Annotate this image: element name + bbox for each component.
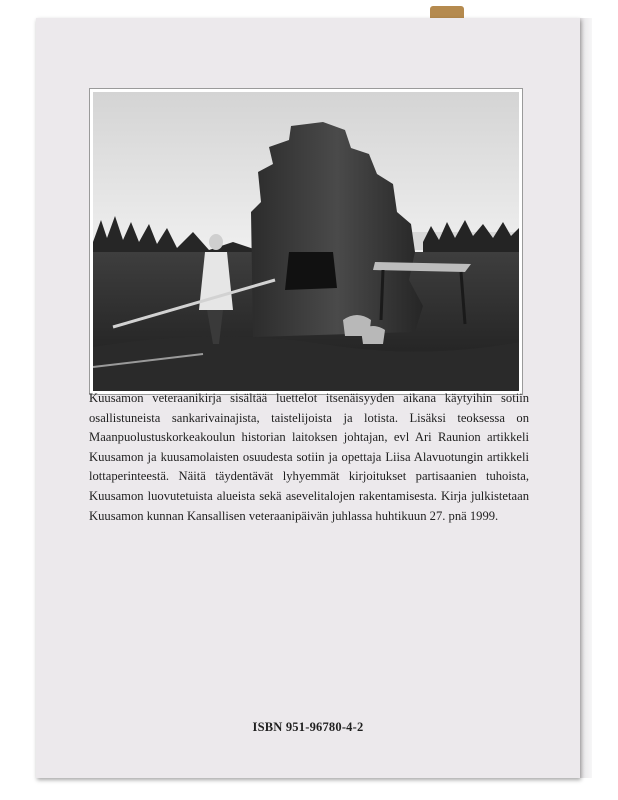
isbn-number: ISBN 951-96780-4-2 <box>252 720 364 734</box>
back-cover-blurb: Kuusamon veteraanikirja sisältää luettelot itsenäisyyden aikana käytyihin sotiin osallistuneista sankarivainajista, taistelijoista ja lotista. Lisäksi teoksessa on Maanpuolustuskorkeakoulun historian laitoksen johtajan, evl Ari Raunion artikkeli Kuusamon ja kuusamolaisten osuudesta sotiin ja opettaja Liisa Alavuotungin artikkeli lottaperinteestä. Näitä täydentävät lyhyemmät kirjoitukset partisaanien tuhoista, Kuusamon luovutetuista alueista sekä asevelitalojen rakentamisesta. Kirja julkistetaan Kuusamon kunnan Kansallisen veteraanipäivän juhlassa huhtikuun 27. pnä 1999. <box>89 391 529 523</box>
book-spine-edge <box>578 18 592 778</box>
back-cover <box>36 18 580 778</box>
table-leg-left <box>381 270 383 320</box>
woman-head <box>209 234 223 250</box>
cover-photograph <box>89 88 523 395</box>
photo-illustration <box>93 92 519 391</box>
oven-mouth <box>285 252 337 290</box>
